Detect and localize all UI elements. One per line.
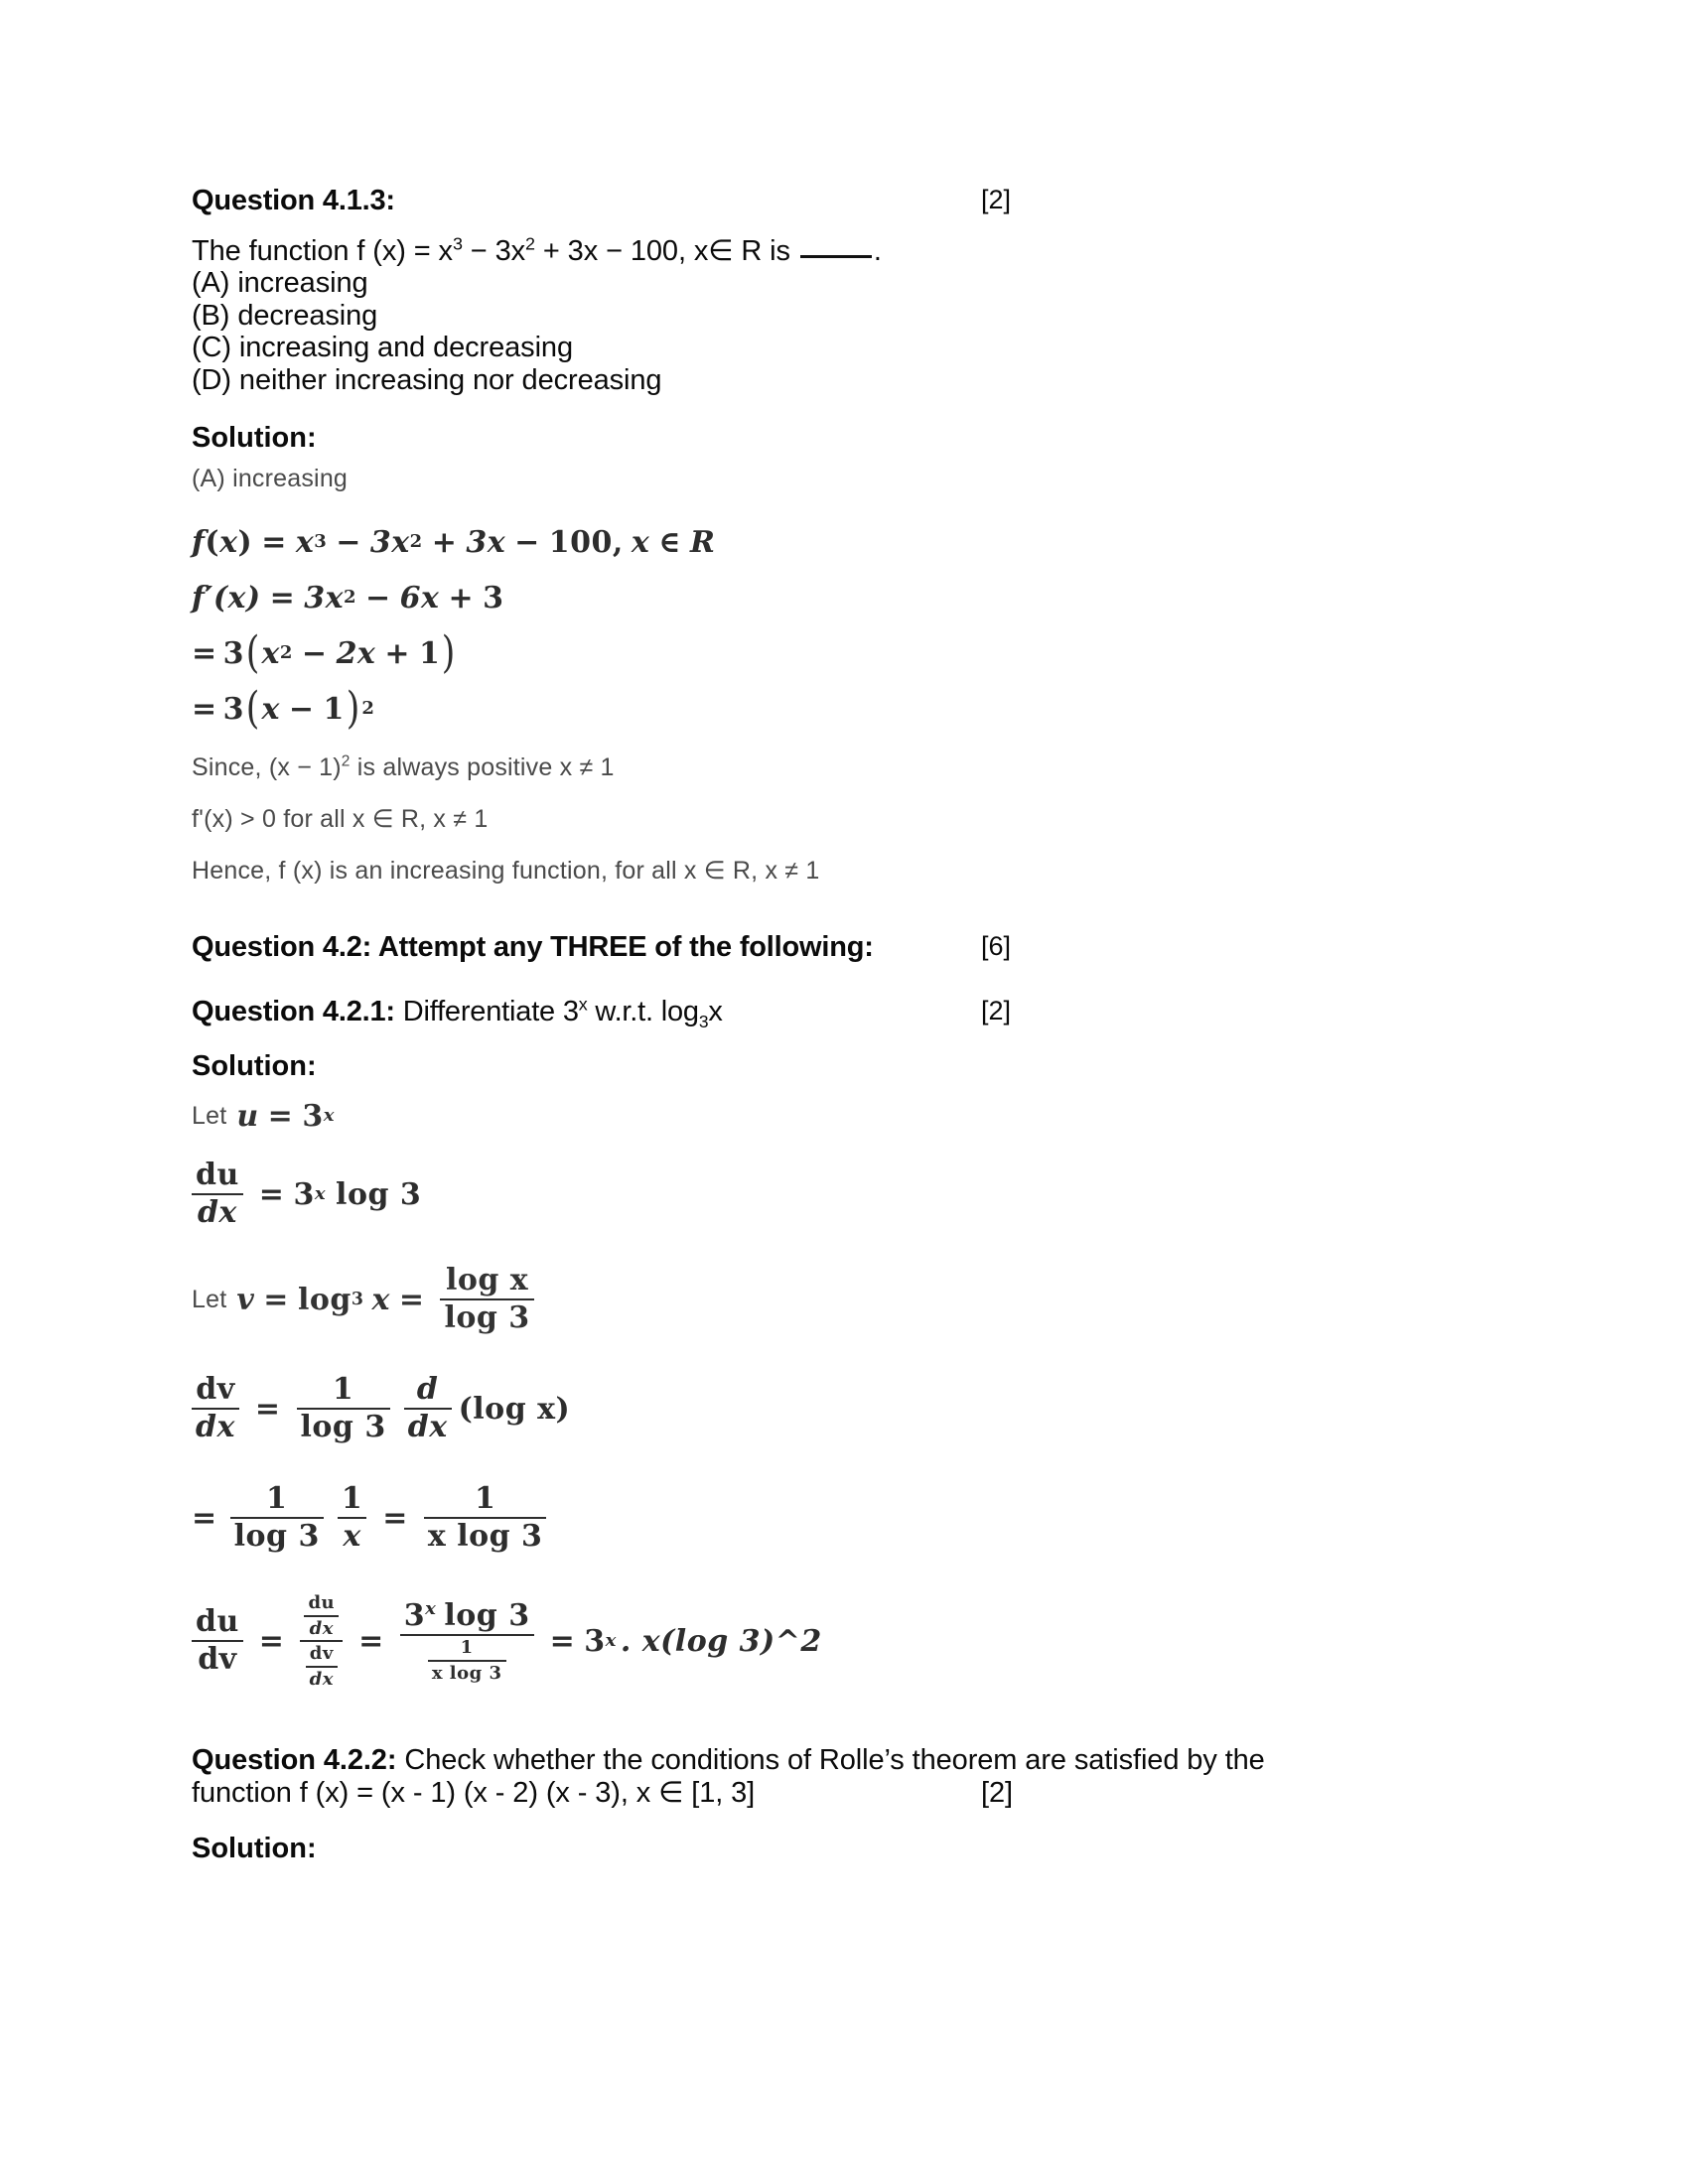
fraction-du-dv (192, 1603, 243, 1678)
equation-factored-2: = 3 ( x − 1 ) 2 (192, 683, 375, 734)
question-413-heading: Question 4.1.3: (192, 185, 395, 216)
since-line (192, 753, 1512, 782)
fraction-one-over-log3 (297, 1371, 390, 1445)
equation-let-u: Let u = 3 x (192, 1098, 335, 1134)
eq4-equals: = (192, 691, 217, 727)
since-pre: Since, (x − 1) (192, 753, 342, 782)
equation-du-dx: $\frac{du}{dx}$ = 3 x log 3 (192, 1149, 1512, 1240)
eq2-equals: = (269, 580, 296, 615)
let-u-label: Let (192, 1101, 227, 1130)
eq1-term1-x: x (295, 524, 315, 560)
du-dv-result-tail: . x(log 3)^2 (620, 1623, 822, 1659)
dv-denominator: dv (198, 1642, 237, 1678)
eq1-set-r: R (689, 524, 716, 560)
eq1-term4: 100, (548, 524, 624, 560)
eq2-minus: − (365, 580, 391, 615)
fraction-du-dx (192, 1157, 243, 1231)
dv-dx-denominator: dx (196, 1410, 235, 1445)
ratio-num-base: 3 (403, 1597, 426, 1633)
since-post: is always positive x ≠ 1 (350, 753, 615, 782)
du-dv-equals-1: = (258, 1623, 285, 1659)
equation-fprime: f′(x) = 3x 2 − 6x + 3 (192, 580, 504, 615)
fraction-du-dx-small (304, 1593, 339, 1638)
one-numerator: 1 (460, 1637, 474, 1659)
eq2-lhs: f′(x) (192, 580, 261, 615)
equation-dv-dx (192, 1359, 1512, 1458)
one-numerator: 1 (332, 1371, 354, 1407)
equation-du-dv: $\frac{du}{dv}$ = $\frac{\frac{du}{dx}}{\frac{dv}{dx}}$ = $\frac{3^x \log 3}{\frac{1}{\text{x log 3}}}$ = 3 x . x(log 3)^2 (192, 1577, 1512, 1705)
fill-in-blank (800, 255, 872, 258)
let-u-var: u (236, 1098, 259, 1134)
eq3-open-paren: ( (245, 627, 260, 678)
solution-label-413: Solution: (192, 422, 317, 455)
fraction-logx-log3 (440, 1262, 533, 1336)
ratio-numerator (400, 1597, 534, 1634)
since-exponent: 2 (341, 753, 351, 771)
let-v-equals-2: = (398, 1282, 425, 1317)
fraction-one-over-x (338, 1480, 366, 1555)
du-dx-numerator: du (196, 1157, 239, 1192)
eq4-open-paren: ( (245, 683, 260, 734)
dx-denominator: dx (309, 1668, 334, 1690)
xlog3-denominator: x log 3 (427, 1519, 543, 1555)
option-d: (D) neither increasing nor decreasing (192, 363, 662, 396)
fraction-one-over-log3-b (230, 1480, 324, 1555)
question-413-marks: [2] (981, 185, 1012, 214)
du-dx-log: log 3 (336, 1176, 422, 1212)
du-dx-base: 3 (293, 1176, 315, 1212)
dx-denominator: dx (309, 1617, 334, 1639)
question-42-heading-row (192, 931, 1512, 964)
question-422-line2-row (192, 1777, 1512, 1809)
question-421-text-a: Differentiate 3 (394, 996, 579, 1028)
stem-part-1: The function f (x) = x (192, 235, 453, 267)
eq2-term2: 6x (399, 580, 440, 615)
stem-part-3: + 3x − 100, x∈ R is (534, 235, 798, 267)
dv-numerator: dv (309, 1643, 334, 1665)
d-numerator: d (416, 1371, 439, 1407)
eq1-term3: 3x (466, 524, 506, 560)
let-v-equals-1: = (263, 1282, 289, 1317)
dvdx-simp-equals-2: = (382, 1500, 408, 1536)
fraction-dv-dx-small (306, 1644, 338, 1689)
equation-fx-definition: f ( x ) = x 3 − 3x 2 + 3x − 100, x ∈ R (192, 524, 716, 560)
eq3-term3: 1 (418, 635, 441, 671)
question-421-heading-row (192, 994, 1512, 1032)
equation-factored-1: = 3 ( x 2 − 2x + 1 ) (192, 627, 457, 678)
logx-numerator: log x (445, 1262, 529, 1297)
stem-part-2: − 3x (462, 235, 526, 267)
eq3-equals: = (192, 635, 217, 671)
eq1-close: ) (237, 524, 253, 560)
du-dv-result-base: 3 (584, 1623, 606, 1659)
eq1-open: ( (205, 524, 220, 560)
eq3-close-paren: ) (442, 627, 457, 678)
xlog3-denominator: x log 3 (431, 1662, 502, 1684)
eq1-plus: + (431, 524, 458, 560)
one-numerator: 1 (266, 1480, 288, 1516)
fprime-positive-line: f'(x) > 0 for all x ∈ R, x ≠ 1 (192, 805, 489, 834)
question-422-label: Question 4.2.2: (192, 1744, 397, 1777)
eq2-term3: 3 (483, 580, 504, 615)
eq1-f: f (192, 524, 206, 560)
du-numerator: du (196, 1603, 239, 1639)
fraction-d-dx (404, 1371, 452, 1445)
fraction-one-over-xlog3-small (428, 1638, 506, 1683)
fraction-result-ratio (400, 1597, 534, 1684)
answer-413: (A) increasing (192, 465, 349, 493)
question-413-stem-line (192, 235, 1512, 267)
solution-label-421: Solution: (192, 1050, 317, 1083)
eq4-close-paren: ) (346, 683, 360, 734)
let-v-label: Let (192, 1285, 227, 1313)
option-c: (C) increasing and decreasing (192, 332, 573, 364)
du-dv-equals-3: = (549, 1623, 576, 1659)
dv-dx-logx-term: (log x) (458, 1391, 571, 1427)
spacer (192, 501, 1512, 519)
eq4-term1: x (261, 691, 280, 727)
let-u-base: 3 (302, 1098, 324, 1134)
log3-denominator: log 3 (444, 1300, 530, 1336)
eq2-term1: 3x (304, 580, 344, 615)
log3-denominator: log 3 (233, 1519, 320, 1555)
question-421-text-b: w.r.t. log (587, 996, 699, 1028)
eq4-coef: 3 (222, 691, 245, 727)
ratio-num-log: log 3 (444, 1597, 530, 1633)
du-dx-equals: = (258, 1176, 285, 1212)
du-dx-denominator: dx (197, 1195, 237, 1231)
let-u-equals: = (267, 1098, 294, 1134)
option-b: (B) decreasing (192, 299, 378, 332)
eq3-minus: − (301, 635, 328, 671)
solution-body-421 (192, 1093, 1512, 1705)
question-422-line2: function f (x) = (x - 1) (x - 2) (x - 3), x ∈ [1, 3] (192, 1776, 756, 1809)
question-42-marks: [6] (981, 931, 1012, 962)
fraction-nested-derivatives (300, 1593, 343, 1689)
du-dv-equals-2: = (358, 1623, 384, 1659)
let-v-x: x (371, 1282, 390, 1317)
eq1-member: ∈ (658, 524, 681, 560)
eq1-x: x (219, 524, 238, 560)
question-421-heading (192, 994, 723, 1032)
equation-let-v: Let v = log 3 x = $\frac{\text{log x}}{\log 3}$ (192, 1250, 1512, 1349)
fraction-one-over-xlog3 (424, 1480, 547, 1555)
du-numerator: du (308, 1592, 336, 1614)
question-422-text: Check whether the conditions of Rolle’s theorem are satisfied by the (396, 1744, 1265, 1777)
equation-dv-dx-simplified (192, 1468, 1512, 1568)
eq3-term1: x (261, 635, 280, 671)
ratio-denominator (424, 1636, 510, 1683)
eq4-minus: − (288, 691, 315, 727)
dvdx-simp-equals-1: = (192, 1500, 217, 1536)
stem-exponent-3: 3 (452, 233, 463, 254)
question-421-exponent: x (578, 994, 588, 1015)
question-421-marks: [2] (981, 996, 1012, 1026)
stem-exponent-2: 2 (525, 233, 535, 254)
log3-denominator: log 3 (300, 1410, 386, 1445)
question-421-logbase: 3 (698, 1012, 709, 1032)
eq2-plus: + (448, 580, 475, 615)
eq1-term2: 3x (369, 524, 410, 560)
nested-denominator (302, 1642, 342, 1689)
option-a: (A) increasing (192, 267, 368, 300)
hence-line: Hence, f (x) is an increasing function, for all x ∈ R, x ≠ 1 (192, 857, 820, 886)
one-numerator: 1 (474, 1480, 496, 1516)
eq3-coef: 3 (222, 635, 245, 671)
question-421-label: Question 4.2.1: (192, 996, 395, 1028)
eq3-plus: + (384, 635, 410, 671)
question-42-heading: Question 4.2: Attempt any THREE of the following: (192, 931, 874, 964)
eq3-term2: 2x (336, 635, 376, 671)
solution-label-422: Solution: (192, 1833, 317, 1865)
fraction-dv-dx (192, 1371, 239, 1445)
let-v-var: v (236, 1282, 255, 1317)
question-413-heading-row (192, 185, 1512, 217)
ratio-num-exponent: x (425, 1597, 437, 1619)
eq1-minus-1: − (336, 524, 361, 560)
dx-denominator: dx (407, 1410, 448, 1445)
x-denominator: x (343, 1519, 361, 1555)
question-422-line1 (192, 1744, 1512, 1776)
stem-end: . (873, 235, 882, 267)
question-413-stem (192, 235, 1512, 396)
nested-numerator (300, 1593, 343, 1640)
question-421-text-c: x (708, 996, 723, 1028)
let-v-log: log (297, 1282, 352, 1317)
eq1-equals: = (261, 524, 287, 560)
eq4-term2: 1 (323, 691, 345, 727)
eq1-var-x: x (631, 524, 650, 560)
dv-dx-equals: = (254, 1391, 281, 1427)
question-422-marks: [2] (981, 1776, 1013, 1809)
one-numerator: 1 (341, 1480, 363, 1516)
solution-body-413 (192, 465, 1512, 886)
eq1-minus-2: − (514, 524, 540, 560)
question-422-block (192, 1744, 1512, 1809)
page-content (192, 185, 1512, 1875)
dv-dx-numerator: dv (196, 1371, 235, 1407)
